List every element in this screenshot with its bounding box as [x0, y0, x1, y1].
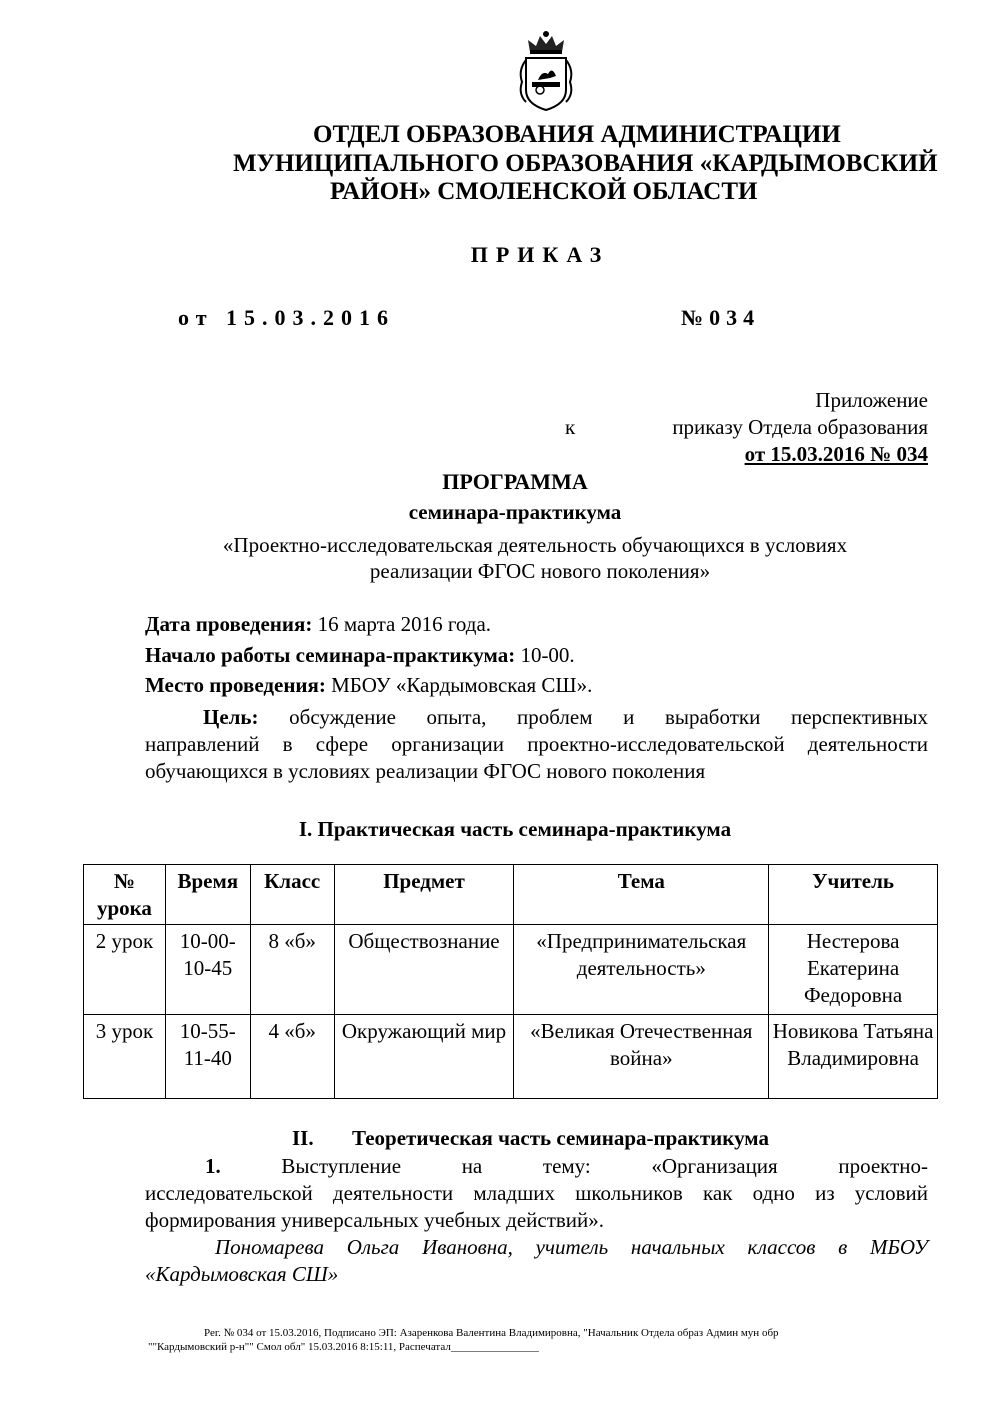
table-row: [84, 925, 938, 1015]
signature-footer-line1: Рег. № 034 от 15.03.2016, Подписано ЭП: Азаренкова Валентина Владимировна, "Начальник Отдела образ Админ мун обр: [204, 1327, 779, 1339]
order-date: от 15.03.2016: [178, 305, 396, 330]
document-type: ПРИКАЗ: [470, 242, 610, 267]
order-number: №034: [681, 305, 761, 330]
info-start-value: 10-00.: [515, 643, 575, 667]
info-start-label: Начало работы семинара-практикума:: [145, 643, 516, 667]
cell-time: 10-00- 10-45: [165, 925, 250, 1015]
header-lesson: № урока: [84, 865, 166, 925]
item1-line1: [145, 1153, 928, 1180]
goal-label: Цель:: [203, 705, 259, 729]
info-date: [145, 611, 491, 638]
appendix-line2-k: к: [565, 415, 576, 439]
cell-teacher: Новикова Татьяна Владимировна: [769, 1015, 938, 1099]
cell-class: 4 «б»: [250, 1015, 334, 1099]
item1-number: 1.: [205, 1154, 221, 1178]
appendix-line2: приказу Отдела образования: [672, 415, 928, 439]
appendix-line3: от 15.03.2016 № 034: [744, 442, 928, 466]
practice-table: [83, 864, 938, 1099]
item1-line3: формирования универсальных учебных действий».: [145, 1208, 605, 1232]
info-place-value: МБОУ «Кардымовская СШ».: [325, 673, 593, 697]
cell-subject: Окружающий мир: [334, 1015, 514, 1099]
speaker-line2: «Кардымовская СШ»: [145, 1262, 339, 1286]
table-header-row: [84, 865, 938, 925]
header-teacher: Учитель: [769, 865, 938, 925]
cell-subject: Обществознание: [334, 925, 514, 1015]
org-name-line1: ОТДЕЛ ОБРАЗОВАНИЯ АДМИНИСТРАЦИИ: [313, 121, 841, 148]
cell-lesson: 3 урок: [84, 1015, 166, 1099]
section2-title-text: Теоретическая часть семинара-практикума: [352, 1126, 769, 1150]
appendix-line1: Приложение: [815, 388, 928, 412]
coat-of-arms-icon: [516, 30, 576, 112]
header-time: Время: [165, 865, 250, 925]
section2-number: II.: [292, 1126, 314, 1150]
info-start: [145, 642, 575, 669]
goal-line3: обучающихся в условиях реализации ФГОС нового поколения: [145, 759, 706, 783]
section1-title: I. Практическая часть семинара-практикума: [298, 817, 732, 841]
info-date-value: 16 марта 2016 года.: [312, 612, 492, 636]
info-date-label: Дата проведения:: [145, 612, 313, 636]
speaker-line1: Пономарева Ольга Ивановна, учитель начальных классов в МБОУ: [215, 1235, 928, 1259]
header-class: Класс: [250, 865, 334, 925]
program-theme-line1: «Проектно-исследовательская деятельность обучающихся в условиях: [222, 533, 848, 557]
goal-line2: направлений в сфере организации проектно-исследовательской деятельности: [145, 732, 928, 756]
program-theme-line2: реализации ФГОС нового поколения»: [369, 559, 711, 583]
cell-topic: «Великая Отечественная война»: [514, 1015, 769, 1099]
info-place-label: Место проведения:: [145, 673, 326, 697]
cell-time: 10-55- 11-40: [165, 1015, 250, 1099]
item1-text1: Выступление на тему: «Организация проектно-: [220, 1154, 928, 1178]
org-name-line3: РАЙОН» СМОЛЕНСКОЙ ОБЛАСТИ: [330, 178, 758, 205]
signature-footer-line2: ""Кардымовский р-н"" Смол обл" 15.03.2016 8:15:11, Распечатал________________: [148, 1341, 539, 1353]
cell-lesson: 2 урок: [84, 925, 166, 1015]
info-place: [145, 672, 592, 699]
cell-teacher: Нестерова Екатерина Федоровна: [769, 925, 938, 1015]
header-subject: Предмет: [334, 865, 514, 925]
cell-topic: «Предпринимательская деятельность»: [514, 925, 769, 1015]
program-subtitle: семинара-практикума: [408, 500, 622, 524]
header-topic: Тема: [514, 865, 769, 925]
section2-title: [292, 1126, 769, 1151]
cell-class: 8 «б»: [250, 925, 334, 1015]
program-title: ПРОГРАММА: [442, 469, 588, 494]
goal-text1: обсуждение опыта, проблем и выработки перспективных: [258, 705, 928, 729]
table-row: [84, 1015, 938, 1099]
item1-line2: исследовательской деятельности младших школьников как одно из условий: [145, 1181, 928, 1205]
org-name-line2: МУНИЦИПАЛЬНОГО ОБРАЗОВАНИЯ «КАРДЫМОВСКИЙ: [233, 150, 938, 177]
goal-line1: [145, 704, 928, 731]
